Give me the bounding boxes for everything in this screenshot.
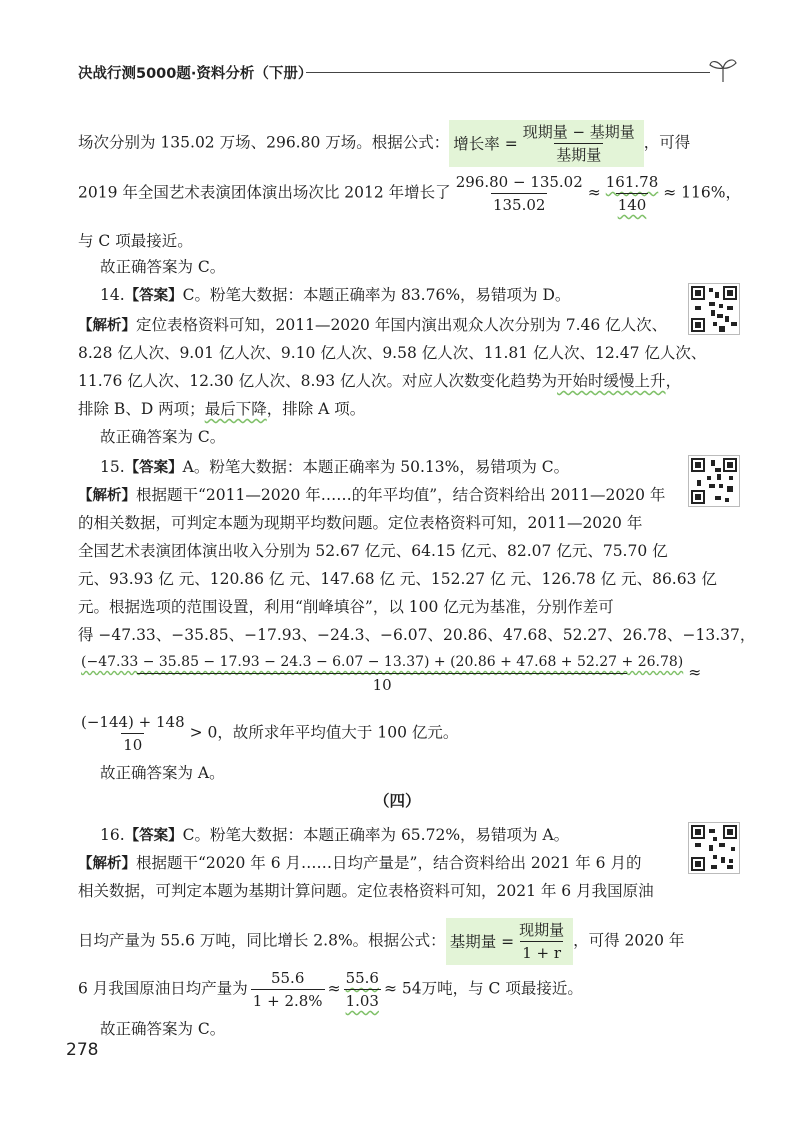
formula-label: 基期量 = <box>449 932 515 951</box>
text-line: 得 −47.33、−35.85、−17.93、−24.3、−6.07、20.86、47.68、52.27、26.78、−13.37， <box>78 626 756 644</box>
text-line: 与 C 项最接近。 <box>78 232 193 250</box>
fraction <box>251 968 325 1011</box>
fraction <box>604 172 661 215</box>
fraction <box>454 172 585 215</box>
numerator: (−144) + 148 <box>81 713 185 731</box>
formula-label: 增长率 = <box>453 134 518 153</box>
formula-line <box>76 712 458 755</box>
text-line <box>78 314 667 337</box>
highlight-text: 最后下降 <box>204 400 267 418</box>
highlight-text: 开始时缓慢上升 <box>557 372 666 390</box>
numerator: 55.6 <box>270 969 305 987</box>
text-span: 日均产量为 55.6 万吨，同比增长 2.8%。根据公式： <box>78 931 446 950</box>
growth-rate-formula <box>449 120 644 167</box>
question-number: 15. <box>100 458 125 476</box>
text-line <box>78 172 741 215</box>
text-span: ， <box>665 372 682 390</box>
text-span: C。粉笔大数据：本题正确率为 65.72%，易错项为 A。 <box>182 826 570 844</box>
answer-tag: 【答案】 <box>124 828 183 844</box>
answer-line: 故正确答案为 A。 <box>100 764 225 782</box>
question-answer-line <box>100 284 570 307</box>
denominator: 基期量 <box>554 143 603 165</box>
denominator: 135.02 <box>491 193 548 215</box>
denominator: 10 <box>137 673 627 695</box>
text-line: 元。根据选项的范围设置，利用“削峰填谷”，以 100 亿元为基准，分别作差可 <box>78 598 614 616</box>
text-span: > 0，故所求年平均值大于 100 亿元。 <box>189 723 459 742</box>
header-title: 决战行测5000题·资料分析（下册） <box>78 66 313 82</box>
sprout-icon <box>708 56 738 84</box>
fraction <box>79 712 187 755</box>
text-line <box>78 398 365 420</box>
qr-code-icon[interactable] <box>688 283 740 335</box>
base-formula <box>446 918 573 965</box>
text-span: C。粉笔大数据：本题正确率为 83.76%，易错项为 D。 <box>182 286 571 304</box>
formula-line <box>76 652 701 695</box>
text-line: 相关数据，可判定本题为基期计算问题。定位表格资料可知，2021 年 6 月我国原油 <box>78 882 654 900</box>
text-span: ≈ 116%， <box>663 183 741 202</box>
qr-code-icon[interactable] <box>688 822 740 874</box>
text-span: 定位表格资料可知，2011—2020 年国内演出观众人次分别为 7.46 亿人次、 <box>136 316 668 334</box>
fraction <box>521 122 637 165</box>
section-title: （四） <box>374 792 421 810</box>
text-line <box>78 918 684 965</box>
analysis-tag: 【解析】 <box>78 318 136 334</box>
text-span: ，可得 2020 年 <box>573 931 685 950</box>
text-span: 根据题干“2020 年 6 月……日均产量是”，结合资料给出 2021 年 6 月的 <box>136 854 642 872</box>
question-number: 14. <box>100 286 125 304</box>
answer-line: 故正确答案为 C。 <box>100 428 226 446</box>
numerator: 161.78 <box>605 173 659 191</box>
question-answer-line <box>100 456 569 479</box>
text-span: ，可得 <box>643 133 691 152</box>
text-line <box>78 968 583 1011</box>
text-line <box>78 852 641 875</box>
text-span: ，排除 A 项。 <box>266 400 366 418</box>
denominator: 10 <box>121 733 144 755</box>
qr-code-icon[interactable] <box>688 455 740 507</box>
text-line <box>78 120 690 167</box>
fraction <box>517 920 566 963</box>
text-line: 的相关数据，可判定本题为现期平均数问题。定位表格资料可知，2011—2020 年 <box>78 514 643 532</box>
approx-sign: ≈ <box>688 663 702 682</box>
text-span: ≈ 54万吨，与 C 项最接近。 <box>383 979 583 998</box>
header-rule <box>306 72 710 73</box>
question-answer-line <box>100 824 569 847</box>
text-line: 8.28 亿人次、9.01 亿人次、9.10 亿人次、9.58 亿人次、11.81 亿人次、12.47 亿人次、 <box>78 344 707 362</box>
text-span: 6 月我国原油日均产量为 <box>78 979 248 998</box>
analysis-tag: 【解析】 <box>78 856 136 872</box>
approx-sign: ≈ <box>327 979 341 998</box>
text-line <box>78 370 681 392</box>
text-span: 排除 B、D 两项； <box>78 400 205 418</box>
text-span: A。粉笔大数据：本题正确率为 50.13%，易错项为 C。 <box>182 458 570 476</box>
page-header <box>78 56 740 86</box>
numerator: 现期量 − 基期量 <box>522 123 635 141</box>
text-span: 11.76 亿人次、12.30 亿人次、8.93 亿人次。对应人次数变化趋势为 <box>78 372 558 390</box>
fraction <box>344 968 381 1011</box>
answer-tag: 【答案】 <box>124 288 183 304</box>
text-line <box>78 484 665 507</box>
question-number: 16. <box>100 826 125 844</box>
answer-line: 故正确答案为 C。 <box>100 1020 226 1038</box>
denominator: 140 <box>616 193 649 215</box>
text-line: 元、93.93 亿 元、120.86 亿 元、147.68 亿 元、152.27 亿 元、126.78 亿 元、86.63 亿 <box>78 570 717 588</box>
fraction <box>79 652 685 695</box>
denominator: 1.03 <box>344 989 381 1011</box>
text-span: 场次分别为 135.02 万场、296.80 万场。根据公式： <box>78 133 450 152</box>
numerator: 现期量 <box>519 921 565 939</box>
section-heading <box>374 790 421 812</box>
denominator: 1 + 2.8% <box>251 989 325 1011</box>
page-number: 278 <box>66 1040 99 1060</box>
numerator: (−47.33 − 35.85 − 17.93 − 24.3 − 6.07 − 13.37) + (20.86 + 47.68 + 52.27 + 26.78) <box>81 654 684 670</box>
answer-line: 故正确答案为 C。 <box>100 258 226 276</box>
text-span: 根据题干“2011—2020 年……的年平均值”，结合资料给出 2011—2020 年 <box>136 486 666 504</box>
approx-sign: ≈ <box>587 183 601 202</box>
numerator: 296.80 − 135.02 <box>455 173 583 191</box>
denominator: 1 + r <box>520 941 563 963</box>
answer-tag: 【答案】 <box>124 460 183 476</box>
text-span: 2019 年全国艺术表演团体演出场次比 2012 年增长了 <box>78 183 451 202</box>
numerator: 55.6 <box>345 969 379 987</box>
analysis-tag: 【解析】 <box>78 488 136 504</box>
text-line: 全国艺术表演团体演出收入分别为 52.67 亿元、64.15 亿元、82.07 亿元、75.70 亿 <box>78 542 668 560</box>
